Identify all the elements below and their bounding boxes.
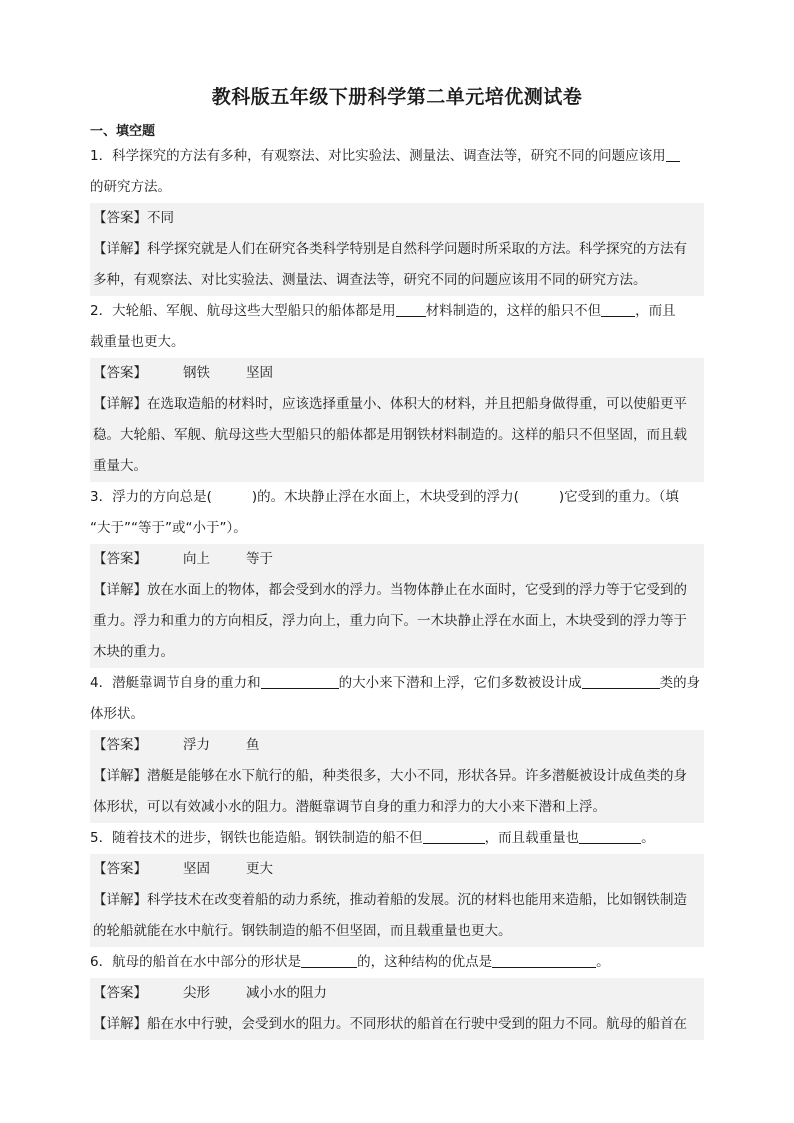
explanation-label: 【详解】 — [93, 892, 147, 908]
explanation-line: 的轮船就能在水中航行。钢铁制造的船不但坚固，而且载重量也更大。 — [93, 923, 512, 939]
question-1-line-2: 的研究方法。 — [90, 179, 171, 195]
question-2-line-1 — [90, 296, 704, 327]
question-2-line-2: 载重量也更大。 — [90, 334, 185, 350]
question-text: 的大小来下潜和上浮，它们多数被设计成 — [338, 675, 582, 691]
answer-label: 【答案】 — [93, 551, 147, 567]
question-3-solution — [90, 544, 704, 668]
answer-value: 尖形 — [183, 985, 210, 1001]
question-text: 类的身 — [659, 675, 701, 691]
answer-line — [90, 358, 704, 389]
explanation-label: 【详解】 — [93, 768, 147, 784]
question-text: )的。木块静止浮在水面上，木块受到的浮力( — [251, 489, 519, 505]
answer-blank — [261, 672, 339, 689]
question-text: 。 — [641, 830, 655, 846]
explanation-line: 木块的重力。 — [93, 644, 174, 660]
question-text: )它受到的重力。（填 — [558, 489, 679, 505]
explanation-label: 【详解】 — [93, 1016, 147, 1032]
question-5-line-1 — [90, 823, 704, 854]
question-text: 3．浮力的方向总是( — [90, 489, 212, 505]
question-text: 1．科学探究的方法有多种，有观察法、对比实验法、测量法、调查法等，研究不同的问题应该用 — [90, 148, 666, 164]
answer-blank — [423, 827, 485, 844]
explanation-line: 稳。大轮船、军舰、航母这些大型船只的船体都是用钢铁材料制造的。这样的船只不但坚固，而且载 — [93, 427, 687, 443]
question-list — [90, 141, 704, 1040]
question-3-line-1 — [90, 482, 704, 513]
answer-line — [90, 854, 704, 885]
answer-label: 【答案】 — [93, 365, 147, 381]
explanation-line: 重量大。 — [93, 458, 147, 474]
explanation-text: 潜艇是能够在水下航行的船，种类很多，大小不同，形状各异。许多潜艇被设计成鱼类的身 — [147, 768, 687, 784]
explanation-text: 船在水中行驶，会受到水的阻力。不同形状的船首在行驶中受到的阻力不同。航母的船首在 — [147, 1016, 687, 1032]
question-4-solution — [90, 730, 704, 823]
answer-value: 坚固 — [246, 365, 273, 381]
question-text: 。 — [596, 954, 610, 970]
answer-value: 等于 — [246, 551, 273, 567]
question-3-line-2: “大于”“等于”或“小于”）。 — [90, 520, 247, 536]
question-text: 6．航母的船首在水中部分的形状是 — [90, 954, 302, 970]
answer-label: 【答案】 — [93, 737, 147, 753]
question-text: 的，这种结构的优点是 — [357, 954, 493, 970]
answer-value: 钢铁 — [183, 365, 210, 381]
answer-value: 浮力 — [183, 737, 210, 753]
answer-blank — [492, 951, 596, 968]
explanation-line — [90, 761, 704, 792]
answer-value: 向上 — [183, 551, 210, 567]
explanation-text: 科学探究就是人们在研究各类科学特别是自然科学问题时所采取的方法。科学探究的方法有 — [147, 241, 687, 257]
question-text: 4．潜艇靠调节自身的重力和 — [90, 675, 261, 691]
explanation-label: 【详解】 — [93, 241, 147, 257]
explanation-line — [90, 389, 704, 420]
answer-line — [90, 978, 704, 1009]
explanation-line — [90, 234, 704, 265]
explanation-line: 重力。浮力和重力的方向相反，浮力向上，重力向下。一木块静止浮在水面上，木块受到的浮力等于 — [93, 613, 687, 629]
answer-label: 【答案】 — [93, 210, 147, 226]
explanation-line — [90, 885, 704, 916]
answer-label: 【答案】 — [93, 861, 147, 877]
answer-blank — [579, 827, 641, 844]
question-6-solution — [90, 978, 704, 1040]
answer-line — [90, 203, 704, 234]
question-5-solution — [90, 854, 704, 947]
question-4-line-2: 体形状。 — [90, 706, 144, 722]
question-2-solution — [90, 358, 704, 482]
answer-value: 更大 — [246, 861, 273, 877]
question-text: 材料制造的，这样的船只不但 — [425, 303, 602, 319]
answer-blank — [582, 672, 660, 689]
explanation-line — [90, 575, 704, 606]
question-text: 2．大轮船、军舰、航母这些大型船只的船体都是用 — [90, 303, 396, 319]
question-4-line-1 — [90, 668, 704, 699]
explanation-line: 体形状，可以有效减小水的阻力。潜艇靠调节自身的重力和浮力的大小来下潜和上浮。 — [93, 799, 606, 815]
explanation-label: 【详解】 — [93, 582, 147, 598]
answer-blank — [396, 300, 426, 317]
section-heading: 一、填空题 — [90, 124, 156, 139]
question-6-line-1 — [90, 947, 704, 978]
question-text: ，而且载重量也 — [484, 830, 580, 846]
answer-blank — [301, 951, 357, 968]
answer-blank — [666, 145, 680, 162]
question-text: 5．随着技术的进步，钢铁也能造船。钢铁制造的船不但 — [90, 830, 423, 846]
answer-line — [90, 544, 704, 575]
page-title: 教科版五年级下册科学第二单元培优测试卷 — [211, 86, 583, 108]
question-1-line-1 — [90, 141, 704, 172]
explanation-text: 科学技术在改变着船的动力系统，推动着船的发展。沉的材料也能用来造船，比如钢铁制造 — [147, 892, 687, 908]
explanation-text: 在选取造船的材料时，应该选择重量小、体积大的材料，并且把船身做得重，可以使船更平 — [147, 396, 687, 412]
question-1-solution — [90, 203, 704, 296]
explanation-line — [90, 1009, 704, 1040]
explanation-label: 【详解】 — [93, 396, 147, 412]
explanation-text: 放在水面上的物体，都会受到水的浮力。当物体静止在水面时，它受到的浮力等于它受到的 — [147, 582, 687, 598]
answer-value: 鱼 — [246, 737, 260, 753]
answer-label: 【答案】 — [93, 985, 147, 1001]
answer-value: 不同 — [147, 210, 174, 226]
answer-value: 坚固 — [183, 861, 210, 877]
explanation-line: 多种，有观察法、对比实验法、测量法、调查法等，研究不同的问题应该用不同的研究方法。 — [93, 272, 647, 288]
answer-value: 减小水的阻力 — [246, 985, 327, 1001]
answer-line — [90, 730, 704, 761]
answer-blank — [601, 300, 635, 317]
question-text: ，而且 — [635, 303, 676, 319]
